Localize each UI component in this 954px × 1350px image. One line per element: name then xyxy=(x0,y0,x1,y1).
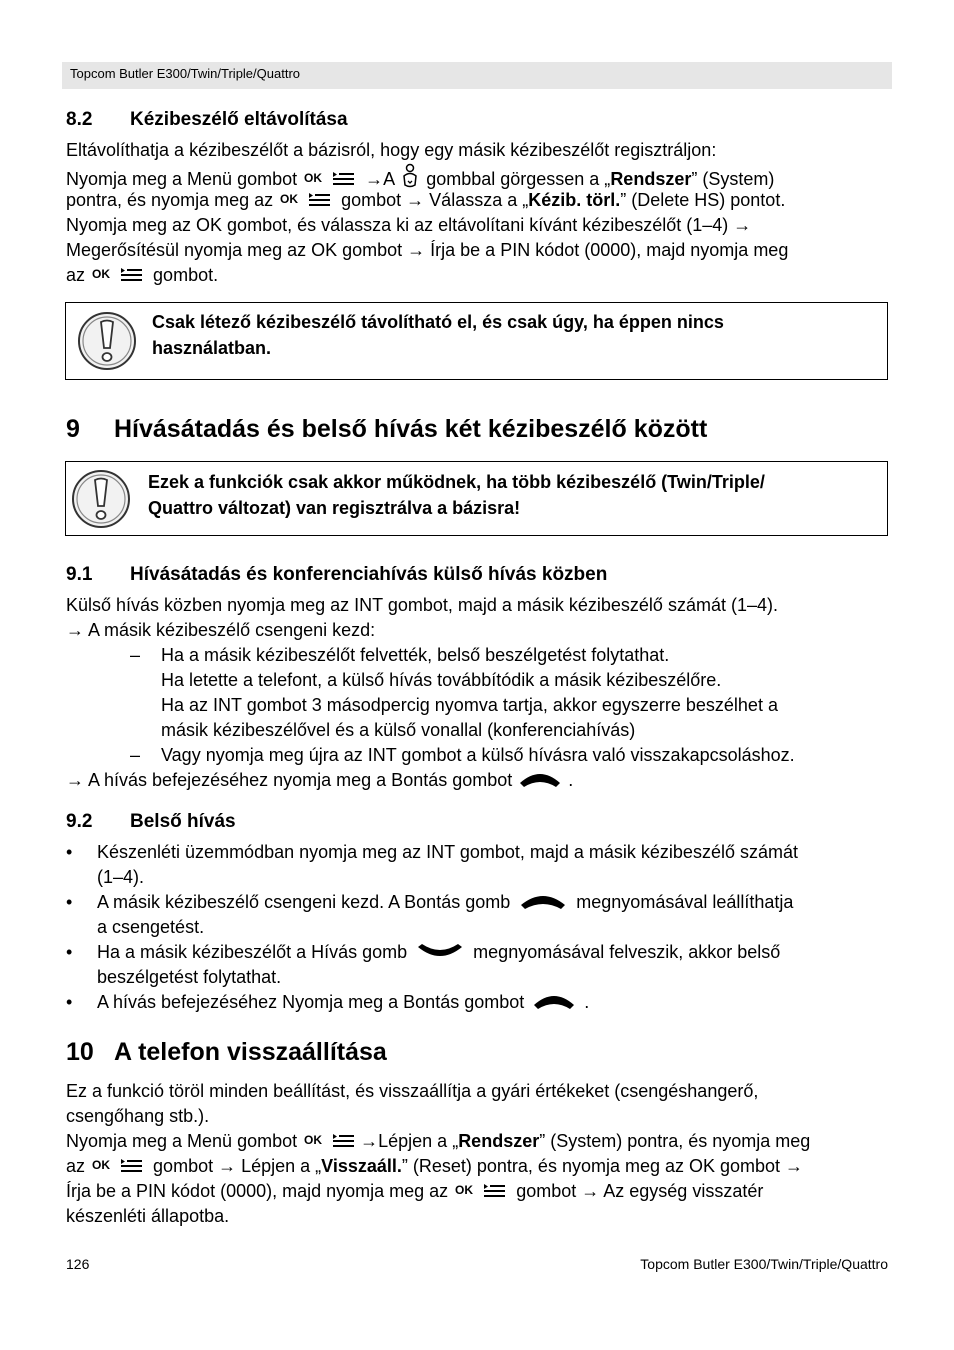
paragraph-line: → A hívás befejezéséhez nyomja meg a Bontás gombot . xyxy=(66,770,574,790)
ok-menu-icon xyxy=(302,1129,360,1151)
list-item: másik kézibeszélővel és a külső vonallal (konferenciahívás) xyxy=(161,720,636,740)
svg-text:OK: OK xyxy=(455,1183,474,1197)
section-number: 9.1 xyxy=(66,564,93,585)
list-item: Ha az INT gombot 3 másodpercig nyomva tartja, akkor egyszerre beszélhet a xyxy=(161,695,778,715)
list-item: a csengetést. xyxy=(97,917,205,937)
section-title: A telefon visszaállítása xyxy=(114,1038,387,1066)
svg-text:OK: OK xyxy=(92,267,111,281)
ok-menu-icon xyxy=(278,188,336,210)
footer-title: Topcom Butler E300/Twin/Triple/Quattro xyxy=(640,1256,888,1272)
paragraph-line: Írja be a PIN kódot (0000), majd nyomja meg az OK gombot → Az egység visszatér xyxy=(66,1181,764,1201)
paragraph-line: → A másik kézibeszélő csengeni kezd: xyxy=(66,620,376,640)
ok-menu-icon xyxy=(453,1179,511,1201)
section-number: 9.2 xyxy=(66,811,93,832)
ok-menu-icon xyxy=(302,167,360,189)
paragraph-line: az OK gombot. xyxy=(66,265,219,285)
paragraph-line: csengőhang stb.). xyxy=(66,1106,210,1126)
list-item: A hívás befejezéséhez Nyomja meg a Bontás gombot . xyxy=(97,992,590,1012)
svg-text:OK: OK xyxy=(304,1133,323,1147)
hang-up-icon xyxy=(517,770,563,790)
call-icon xyxy=(412,942,468,962)
svg-text:OK: OK xyxy=(280,192,299,206)
bullet: • xyxy=(66,992,73,1012)
list-item: Készenléti üzemmódban nyomja meg az INT gombot, majd a másik kézibeszélő számát xyxy=(97,842,798,862)
bullet: • xyxy=(66,842,73,862)
section-number: 8.2 xyxy=(66,109,93,130)
section-title: Hívásátadás és konferenciahívás külső hívás közben xyxy=(130,564,608,585)
list-item: Vagy nyomja meg újra az INT gombot a külső hívásra való visszakapcsoláshoz. xyxy=(161,745,795,765)
section-title: Kézibeszélő eltávolítása xyxy=(130,109,348,130)
paragraph-line: készenléti állapotba. xyxy=(66,1206,230,1226)
note-text: Csak létező kézibeszélő távolítható el, és csak úgy, ha éppen nincs használatban. xyxy=(152,312,724,358)
section-title: Belső hívás xyxy=(130,811,236,832)
list-item: (1–4). xyxy=(97,867,145,887)
navigation-icon xyxy=(399,163,421,189)
hang-up-icon xyxy=(515,892,571,912)
paragraph-line: az OK gombot → Lépjen a „Visszaáll.” (Reset) pontra, és nyomja meg az OK gombot → xyxy=(66,1156,804,1176)
exclamation-icon xyxy=(70,468,132,530)
paragraph-line: Megerősítésül nyomja meg az OK gombot → Írja be a PIN kódot (0000), majd nyomja meg xyxy=(66,240,789,260)
list-item: A másik kézibeszélő csengeni kezd. A Bontás gomb megnyomásával leállíthatja xyxy=(97,892,794,912)
svg-text:OK: OK xyxy=(92,1158,111,1172)
dash-marker: – xyxy=(130,745,141,765)
bullet: • xyxy=(66,892,73,912)
list-item: Ha letette a telefont, a külső hívás továbbítódik a másik kézibeszélőre. xyxy=(161,670,722,690)
ok-menu-icon xyxy=(90,1154,148,1176)
hang-up-icon xyxy=(529,992,579,1012)
list-item: Ha a másik kézibeszélőt a Hívás gomb megnyomásával felveszik, akkor belső xyxy=(97,942,781,962)
ok-menu-icon xyxy=(90,263,148,285)
list-item: beszélgetést folytathat. xyxy=(97,967,282,987)
svg-text:OK: OK xyxy=(304,171,323,185)
page-number: 126 xyxy=(66,1256,90,1272)
paragraph-line: Eltávolíthatja a kézibeszélőt a bázisról, hogy egy másik kézibeszélőt regisztráljon: xyxy=(66,140,717,160)
section-number: 9 xyxy=(66,415,80,443)
exclamation-icon xyxy=(76,310,138,372)
paragraph-line: Ez a funkció töröl minden beállítást, és visszaállítja a gyári értékeket (csengéshangerő, xyxy=(66,1081,759,1101)
dash-marker: – xyxy=(130,645,141,665)
bullet: • xyxy=(66,942,73,962)
note-text: Ezek a funkciók csak akkor működnek, ha több kézibeszélő (Twin/Triple/ Quattro változat) van regisztrálva a bázisra! xyxy=(148,472,765,518)
paragraph-line: Nyomja meg a Menü gombot OK →Lépjen a „Rendszer” (System) pontra, és nyomja meg xyxy=(66,1131,811,1151)
section-title: Hívásátadás és belső hívás két kézibeszélő között xyxy=(114,415,708,443)
header-title: Topcom Butler E300/Twin/Triple/Quattro xyxy=(70,66,301,81)
paragraph-line: Külső hívás közben nyomja meg az INT gombot, majd a másik kézibeszélő számát (1–4). xyxy=(66,595,778,615)
section-number: 10 xyxy=(66,1038,94,1066)
paragraph-line: Nyomja meg a Menü gombot OK →A gombbal görgessen a „Rendszer” (System) xyxy=(66,163,774,192)
paragraph-line: Nyomja meg az OK gombot, és válassza ki az eltávolítani kívánt kézibeszélőt (1–4) → xyxy=(66,215,752,235)
paragraph-line: pontra, és nyomja meg az OK gombot → Válassza a „Kézib. törl.” (Delete HS) pontot. xyxy=(66,190,786,210)
list-item: Ha a másik kézibeszélőt felvették, belső beszélgetést folytathat. xyxy=(161,645,670,665)
